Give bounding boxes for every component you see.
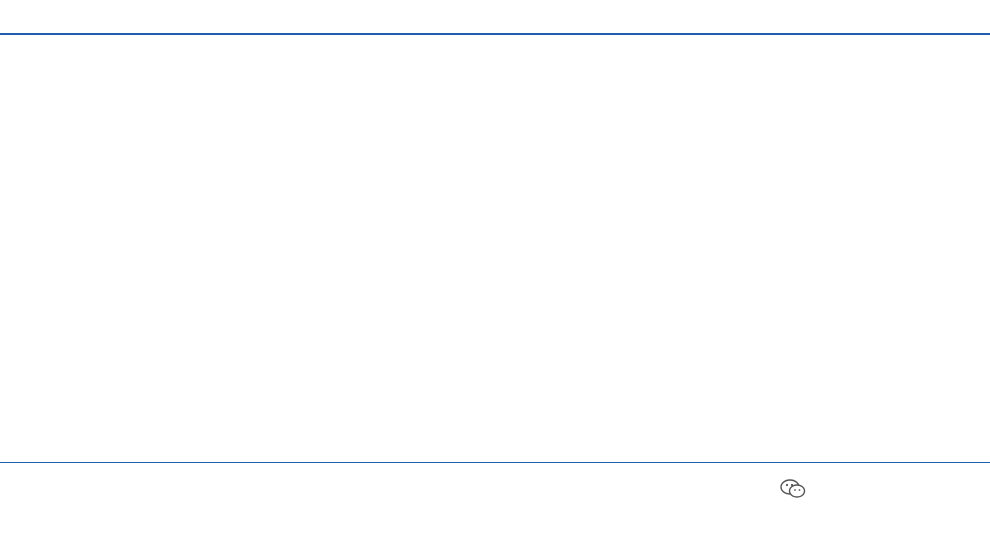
watermark (780, 478, 812, 504)
wechat-icon (780, 478, 806, 504)
title-divider (0, 33, 990, 35)
footer-divider (0, 462, 990, 463)
